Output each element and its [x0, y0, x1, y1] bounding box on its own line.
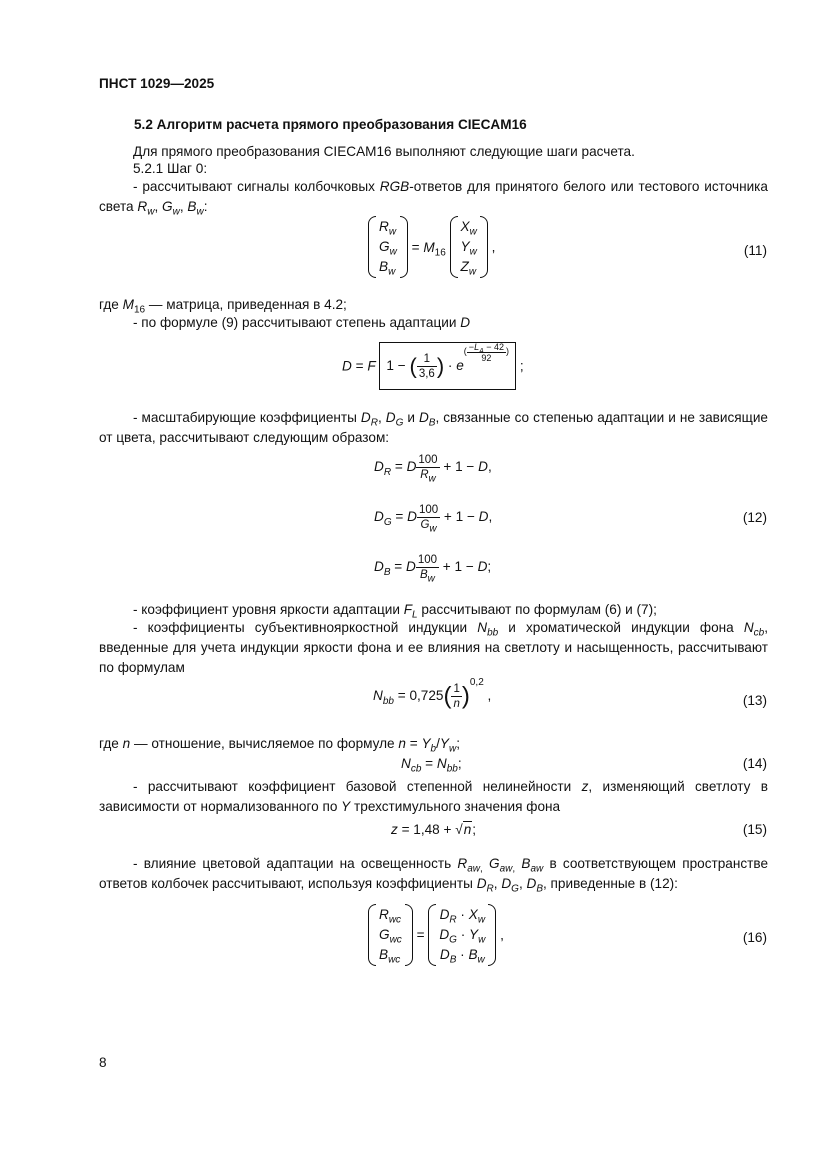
step-0-heading: 5.2.1 Шаг 0: [133, 161, 208, 176]
equation-12-dg: $D_G = D$ $\frac{100}{G_w}$ + 1 − D, [374, 504, 493, 535]
bullet-base-nonlinearity: - рассчитывают коэффициент базовой степенной нелинейности z, изменяющий светлоту в зависимости от нормализованного по Y трехстимульного значения фона [99, 779, 769, 814]
equation-15: z = 1,48 + √n; [391, 822, 477, 837]
bullet-scaling-coefficients: - масштабирующие коэффициенты $D_R$, $D_G$ и $D_B$, связанные со степенью адаптации и не зависящие от цвета, рассчитывают следующим образом: [99, 410, 768, 445]
document-header: ПНСТ 1029—2025 [99, 76, 215, 91]
equation-d: D = F 1 − ( $\frac{1}{3,6}$ ) · $e^{( \frac{-L_A - 42}{92} )}$ ; [342, 342, 524, 390]
equation-14-number: (14) [742, 756, 767, 771]
equation-12-number: (12) [742, 510, 767, 525]
equation-11: $R_w$ $G_w$ $B_w$ = $M_{16}$ $X_w$ $Y_w$ $Z_w$ , [368, 216, 495, 278]
equation-16: $R_{wc}$ $G_{wc}$ $B_{wc}$ = $D_R \cdot X_w$ $D_G \cdot Y_w$ $D_B \cdot B_w$ , [368, 904, 504, 966]
page-number: 8 [99, 1055, 107, 1070]
equation-16-number: (16) [742, 930, 767, 945]
bullet-rgb-signals: - рассчитывают сигналы колбочковых RGB-ответов для принятого белого или тестового источника света $R_w$, $G_w$, $B_w$: [99, 179, 768, 218]
where-m16: где $M_{16}$ — матрица, приведенная в 4.2; [99, 297, 347, 316]
equation-14: $N_{cb} = N_{bb}$; [401, 756, 462, 775]
bullet-induction-factors: - коэффициенты субъективнояркостной индукции $N_{bb}$ и хроматической индукции фона $N_{cb}$, введенные для учета индукции яркости фона и ее влияния на светлоту и насыщенность, рассчитывают по формулам [99, 620, 769, 675]
equation-13: $N_{bb} = 0,725$( $\frac{1}{n}$ )$^{0,2}$ , [373, 676, 492, 710]
bullet-chromatic-adaptation: - влияние цветовой адаптации на освещенность $R_{aw,}$ $G_{aw,}$ $B_{aw}$ в соответствующем пространстве ответов колбочек рассчитывают, используя коэффициенты $D_R$, $D_G$, $D_B$, приведенные в (12): [99, 856, 769, 895]
where-n: где n — отношение, вычисляемое по формуле $n = Y_b/Y_w$; [99, 736, 460, 755]
bullet-adaptation-degree: - по формуле (9) рассчитывают степень адаптации D [133, 315, 471, 330]
intro-paragraph: Для прямого преобразования CIECAM16 выполняют следующие шаги расчета. [133, 144, 635, 159]
equation-13-number: (13) [742, 693, 767, 708]
equation-11-number: (11) [743, 243, 767, 258]
equation-12-dr: $D_R = D$ $\frac{100}{R_w}$ + 1 − D, [374, 454, 492, 485]
bullet-luminance-level: - коэффициент уровня яркости адаптации $F_L$ рассчитывают по формулам (6) и (7); [133, 602, 657, 621]
equation-12-db: $D_B = D$ $\frac{100}{B_w}$ + 1 − D; [374, 554, 492, 585]
section-title: 5.2 Алгоритм расчета прямого преобразования CIECAM16 [134, 117, 527, 132]
equation-15-number: (15) [742, 822, 767, 837]
